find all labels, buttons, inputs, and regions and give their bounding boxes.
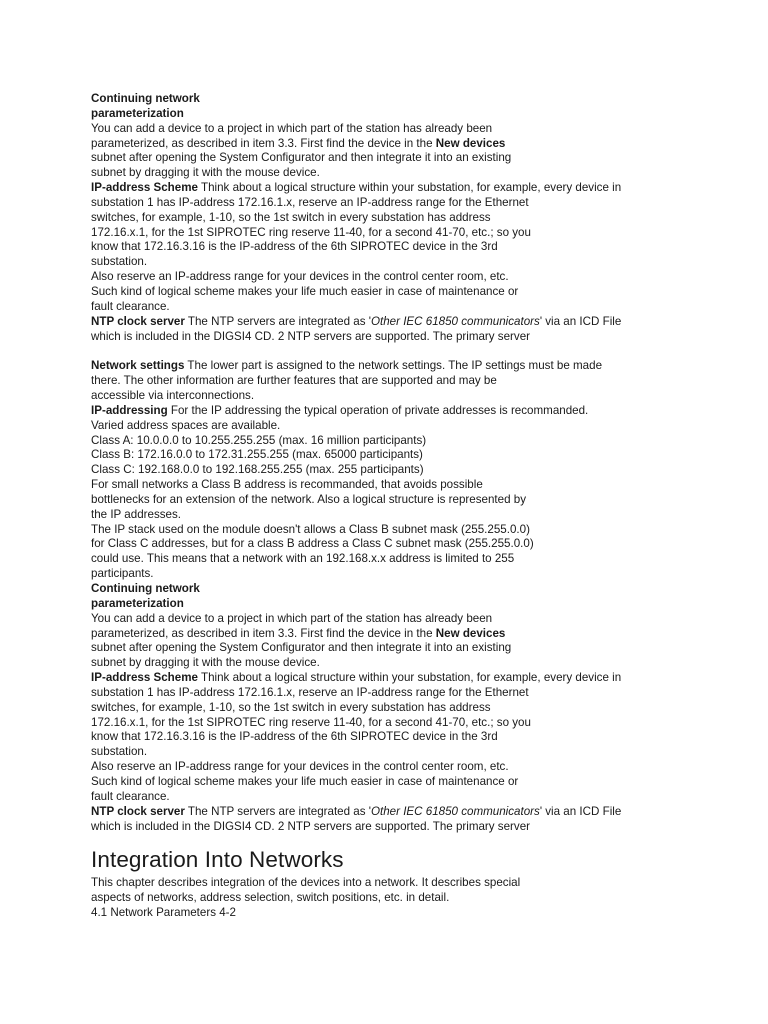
toc-entry: 4.1 Network Parameters 4-2 — [91, 906, 236, 920]
paragraph-line — [91, 315, 751, 330]
paragraph-line: know that 172.16.3.16 is the IP-address of the 6th SIPROTEC device in the 3rd — [91, 240, 498, 254]
paragraph-line: The IP stack used on the module doesn't allows a Class B subnet mask (255.255.0.0) — [91, 522, 530, 536]
italic-term: Other IEC 61850 communicators — [370, 804, 540, 818]
paragraph-line — [91, 359, 751, 374]
paragraph-line: substation 1 has IP-address 172.16.1.x, reserve an IP-address range for the Ethernet — [91, 195, 529, 209]
class-a-range: Class A: 10.0.0.0 to 10.255.255.255 (max. 16 million participants) — [91, 433, 427, 447]
paragraph-line: bottlenecks for an extension of the network. Also a logical structure is represented by — [91, 492, 527, 506]
paragraph-line: Also reserve an IP-address range for your devices in the control center room, etc. — [91, 270, 509, 284]
paragraph-line: subnet by dragging it with the mouse device. — [91, 656, 320, 670]
section-heading-line-2: parameterization — [91, 106, 184, 120]
paragraph-line: For small networks a Class B address is recommanded, that avoids possible — [91, 478, 483, 492]
paragraph-line: could use. This means that a network with an 192.168.x.x address is limited to 255 — [91, 552, 515, 566]
paragraph-line: for Class C addresses, but for a class B address a Class C subnet mask (255.255.0.0) — [91, 537, 534, 551]
ntp-clock-server-label: NTP clock server — [91, 314, 185, 328]
blank-line — [91, 344, 751, 359]
text-run: ' via an ICD File — [539, 804, 622, 818]
paragraph-line — [91, 404, 751, 419]
class-b-range: Class B: 172.16.0.0 to 172.31.255.255 (max. 65000 participants) — [91, 448, 423, 462]
ntp-clock-server-label: NTP clock server — [91, 804, 185, 818]
paragraph-line: substation. — [91, 255, 148, 269]
paragraph-line: Such kind of logical scheme makes your life much easier in case of maintenance or — [91, 774, 519, 788]
network-settings-section — [91, 359, 751, 582]
paragraph-line: which is included in the DIGSI4 CD. 2 NTP servers are supported. The primary server — [91, 329, 531, 343]
paragraph-line: subnet after opening the System Configurator and then integrate it into an existing — [91, 151, 512, 165]
document-page — [91, 92, 751, 921]
paragraph-line: participants. — [91, 567, 154, 581]
text-run: ' via an ICD File — [539, 314, 622, 328]
paragraph-line: which is included in the DIGSI4 CD. 2 NTP servers are supported. The primary server — [91, 819, 531, 833]
text-run: Think about a logical structure within your substation, for example, every device in — [197, 181, 622, 195]
paragraph-line: switches, for example, 1-10, so the 1st switch in every substation has address — [91, 700, 491, 714]
new-devices-term: New devices — [435, 136, 506, 150]
text-run: The lower part is assigned to the network settings. The IP settings must be made — [184, 359, 603, 373]
paragraph-line — [91, 671, 751, 686]
paragraph-line — [91, 137, 751, 152]
paragraph-line: fault clearance. — [91, 299, 170, 313]
ip-address-scheme-label: IP-address Scheme — [91, 671, 198, 685]
ip-addressing-label: IP-addressing — [91, 403, 168, 417]
paragraph-line: This chapter describes integration of the devices into a network. It describes special — [91, 876, 521, 890]
network-settings-label: Network settings — [91, 359, 185, 373]
paragraph-line: 172.16.x.1, for the 1st SIPROTEC ring reserve 11-40, for a second 41-70, etc.; so you — [91, 715, 531, 729]
text-run: The NTP servers are integrated as ' — [184, 804, 371, 818]
paragraph-line: subnet after opening the System Configurator and then integrate it into an existing — [91, 641, 512, 655]
paragraph-line: know that 172.16.3.16 is the IP-address of the 6th SIPROTEC device in the 3rd — [91, 730, 498, 744]
paragraph-line: Such kind of logical scheme makes your life much easier in case of maintenance or — [91, 284, 519, 298]
text-run: parameterized, as described in item 3.3. First find the device in the — [91, 136, 436, 150]
paragraph-line: aspects of networks, address selection, switch positions, etc. in detail. — [91, 891, 450, 905]
section-heading-line-2: parameterization — [91, 596, 184, 610]
paragraph-line: the IP addresses. — [91, 507, 182, 521]
paragraph-line: fault clearance. — [91, 789, 170, 803]
text-run: parameterized, as described in item 3.3. First find the device in the — [91, 626, 436, 640]
continuing-section-1 — [91, 92, 751, 344]
paragraph-line: 172.16.x.1, for the 1st SIPROTEC ring reserve 11-40, for a second 41-70, etc.; so you — [91, 225, 531, 239]
paragraph-line: Also reserve an IP-address range for your devices in the control center room, etc. — [91, 760, 509, 774]
chapter-section — [91, 846, 751, 921]
paragraph-line: You can add a device to a project in which part of the station has already been — [91, 611, 493, 625]
paragraph-line — [91, 181, 751, 196]
paragraph-line: there. The other information are further features that are supported and may be — [91, 374, 497, 388]
paragraph-line: switches, for example, 1-10, so the 1st switch in every substation has address — [91, 210, 491, 224]
paragraph-line: subnet by dragging it with the mouse device. — [91, 166, 320, 180]
ip-address-scheme-label: IP-address Scheme — [91, 181, 198, 195]
text-run: For the IP addressing the typical operation of private addresses is recommanded. — [167, 403, 589, 417]
paragraph-line — [91, 627, 751, 642]
class-c-range: Class C: 192.168.0.0 to 192.168.255.255 (max. 255 participants) — [91, 463, 424, 477]
paragraph-line: accessible via interconnections. — [91, 389, 255, 403]
paragraph-line: You can add a device to a project in which part of the station has already been — [91, 121, 493, 135]
italic-term: Other IEC 61850 communicators — [370, 314, 540, 328]
paragraph-line: substation. — [91, 745, 148, 759]
new-devices-term: New devices — [435, 626, 506, 640]
text-run: The NTP servers are integrated as ' — [184, 314, 371, 328]
paragraph-line: Varied address spaces are available. — [91, 418, 281, 432]
chapter-title: Integration Into Networks — [91, 847, 344, 873]
paragraph-line: substation 1 has IP-address 172.16.1.x, reserve an IP-address range for the Ethernet — [91, 685, 529, 699]
paragraph-line — [91, 805, 751, 820]
text-run: Think about a logical structure within your substation, for example, every device in — [197, 671, 622, 685]
section-heading-line-1: Continuing network — [91, 92, 200, 105]
section-heading-line-1: Continuing network — [91, 582, 200, 595]
continuing-section-2 — [91, 582, 751, 834]
